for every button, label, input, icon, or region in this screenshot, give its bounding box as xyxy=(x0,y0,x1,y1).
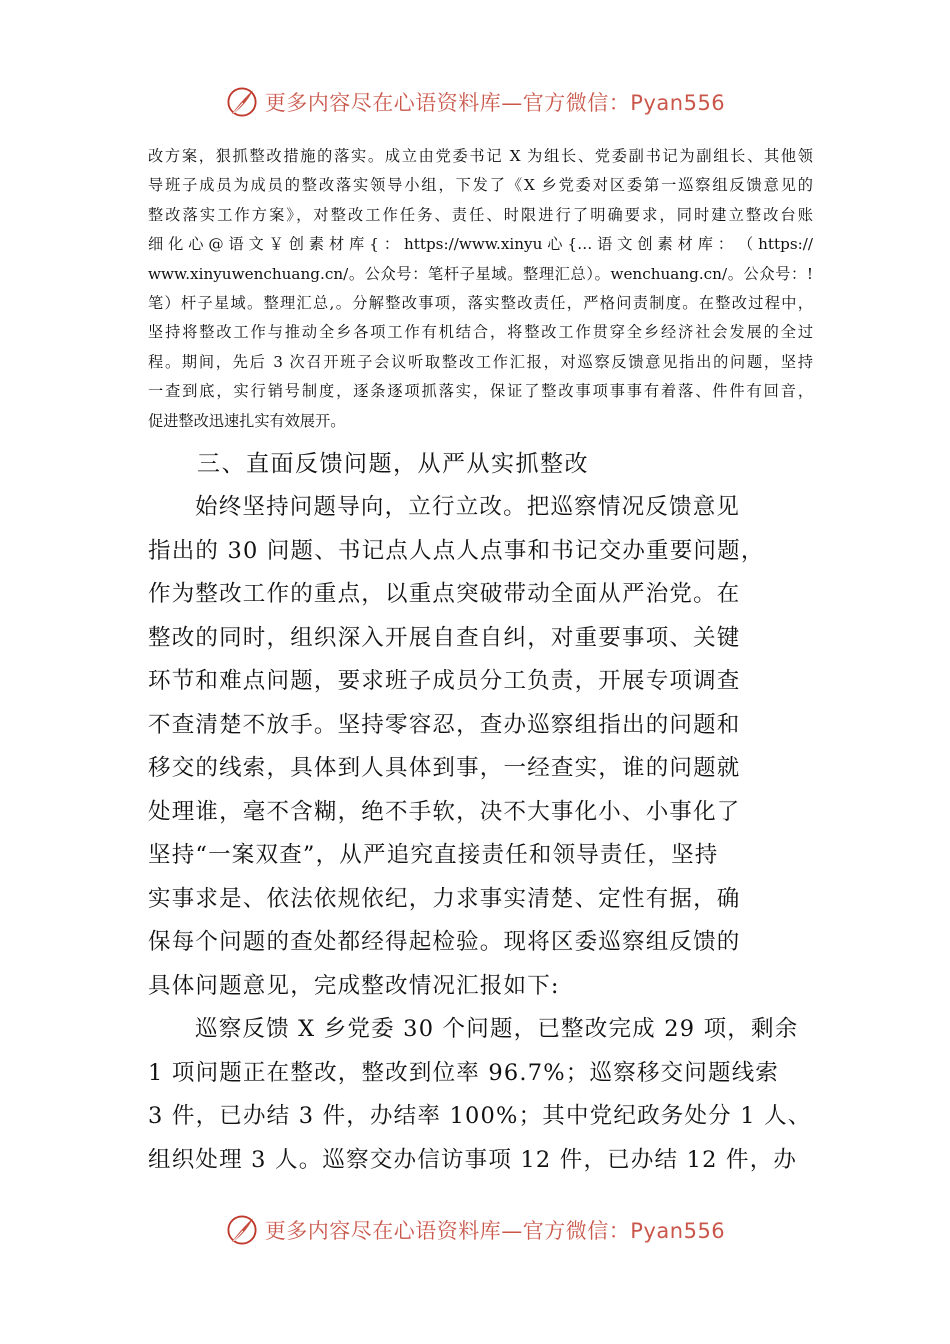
footer-banner-text: 更多内容尽在心语资料库—官方微信：Pyan556 xyxy=(264,1219,726,1243)
paragraph-two xyxy=(148,1008,818,1182)
small-text-line: 笔）杆子星域。整理汇总,。分解整改事项，落实整改责任，严格问责制度。在整改过程中， xyxy=(148,293,813,312)
paragraph-line: 始终坚持问题导向，立行立改。把巡察情况反馈意见 xyxy=(195,494,741,520)
small-text-line: www.xinyuwenchuang.cn/。公众号：笔杆子星域。整理汇总）。wenchuang.cn/。公众号：! xyxy=(148,264,813,283)
paragraph-line: 具体问题意见，完成整改情况汇报如下: xyxy=(148,972,560,999)
paragraph-line: 1 项问题正在整改，整改到位率 96.7%；巡察移交问题线索 xyxy=(148,1059,780,1086)
paragraph-line: 巡察反馈 X 乡党委 30 个问题，已整改完成 29 项，剩余 xyxy=(195,1016,799,1042)
small-text-line: 细 化 心 @ 语 文 ￥ 创 素 材 库 { ： https://www.xinyu 心 {… 语 文 创 素 材 库 ： （ https:// xyxy=(148,235,813,254)
paragraph-line: 实事求是、依法依规依纪，力求事实清楚、定性有据，确 xyxy=(148,885,741,912)
paragraph-line: 指出的 30 问题、书记点人点人点事和书记交办重要问题， xyxy=(148,537,765,564)
small-text-line: 整改落实工作方案》，对整改工作任务、责任、时限进行了明确要求，同时建立整改台账 xyxy=(148,205,813,224)
header-banner xyxy=(0,82,950,122)
paragraph-line: 处理谁，毫不含糊，绝不手软，决不大事化小、小事化了 xyxy=(148,798,741,825)
small-text-line: 促进整改迅速扎实有效展开。 xyxy=(148,411,346,430)
paragraph-line: 组织处理 3 人。巡察交办信访事项 12 件，已办结 12 件，办 xyxy=(148,1146,798,1173)
paragraph-line: 坚持“一案双查”，从严追究直接责任和领导责任，坚持 xyxy=(148,842,719,868)
quill-pen-logo-icon xyxy=(225,1213,259,1247)
small-text-line: 程。期间，先后 3 次召开班子会议听取整改工作汇报，对巡察反馈意见指出的问题，坚持 xyxy=(148,352,813,371)
small-text-line: 导班子成员为成员的整改落实领导小组，下发了《X 乡党委对区委第一巡察组反馈意见的 xyxy=(148,176,813,195)
small-text-section xyxy=(148,142,813,436)
small-text-line: 改方案，狠抓整改措施的落实。成立由党委书记 X 为组长、党委副书记为副组长、其他领 xyxy=(148,147,813,165)
paragraph-line: 3 件，已办结 3 件，办结率 100%；其中党纪政务处分 1 人、 xyxy=(148,1103,812,1129)
section-heading: 三、直面反馈问题，从严从实抓整改 xyxy=(197,451,589,477)
paragraph-line: 整改的同时，组织深入开展自查自纠，对重要事项、关键 xyxy=(148,624,741,651)
quill-pen-logo-icon xyxy=(225,85,259,119)
header-banner-text: 更多内容尽在心语资料库—官方微信：Pyan556 xyxy=(264,91,726,115)
paragraph-one xyxy=(148,486,818,1008)
paragraph-line: 移交的线索，具体到人具体到事，一经查实，谁的问题就 xyxy=(148,755,741,781)
small-text-line: 坚持将整改工作与推动全乡各项工作有机结合，将整改工作贯穿全乡经济社会发展的全过 xyxy=(148,323,813,342)
paragraph-line: 作为整改工作的重点，以重点突破带动全面从严治党。在 xyxy=(148,581,741,607)
paragraph-line: 环节和难点问题，要求班子成员分工负责，开展专项调查 xyxy=(148,668,741,694)
small-text-line: 一查到底，实行销号制度，逐条逐项抓落实，保证了整改事项事事有着落、件件有回音， xyxy=(148,382,813,401)
paragraph-line: 不查清楚不放手。坚持零容忍，查办巡察组指出的问题和 xyxy=(148,711,741,738)
paragraph-line: 保每个问题的查处都经得起检验。现将区委巡察组反馈的 xyxy=(148,929,741,955)
footer-banner xyxy=(0,1210,950,1250)
